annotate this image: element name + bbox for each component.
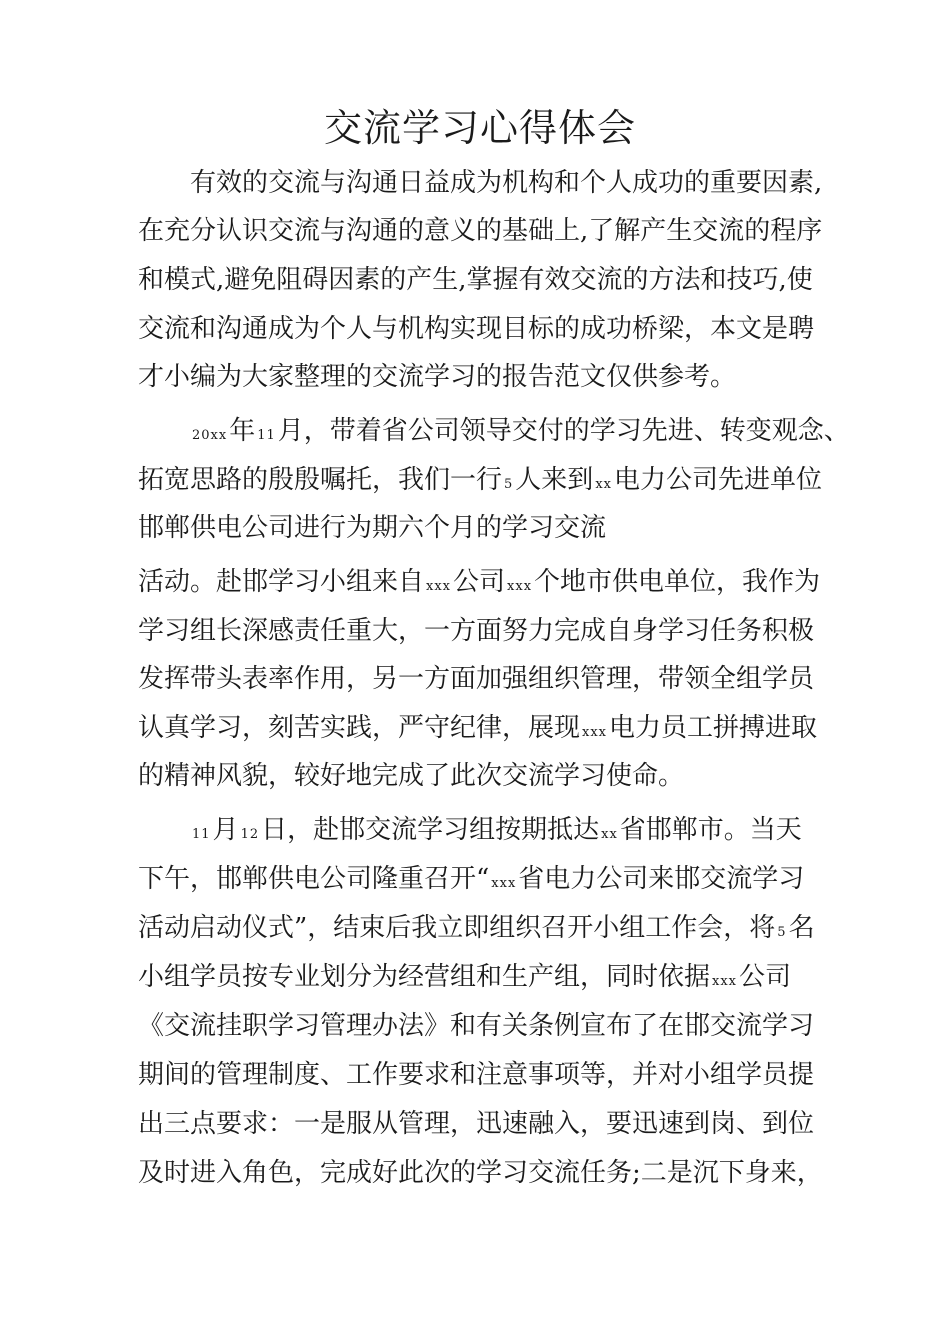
paragraph-1-line-3: 和模式,避免阻碍因素的产生,掌握有效交流的方法和技巧,使	[138, 265, 813, 295]
paragraph-2-line-5: 学习组长深感责任重大，一方面努力完成自身学习任务积极	[138, 616, 815, 646]
paragraph-2-line-2: 拓宽思路的殷殷嘱托，我们一行 5人来到 xx电力公司先进单位	[138, 465, 822, 495]
paragraph-2-line-8: 的精神风貌，较好地完成了此次交流学习使命。	[138, 761, 685, 791]
paragraph-3-line-5: 《交流挂职学习管理办法》和有关条例宣布了在邯交流学习	[138, 1011, 815, 1041]
paragraph-3-line-1: 11月 12日，赴邯交流学习组按期抵达 xx省邯郸市。当天	[192, 815, 802, 845]
paragraph-1-line-4: 交流和沟通成为个人与机构实现目标的成功桥梁，本文是聘	[138, 314, 815, 344]
paragraph-1-line-5: 才小编为大家整理的交流学习的报告范文仅供参考。	[138, 362, 737, 392]
paragraph-3-line-6: 期间的管理制度、工作要求和注意事项等，并对小组学员提	[138, 1060, 815, 1090]
paragraph-3-line-4: 小组学员按专业划分为经营组和生产组，同时依据 xxx公司	[138, 962, 792, 992]
paragraph-1-line-2: 在充分认识交流与沟通的意义的基础上,了解产生交流的程序	[138, 216, 823, 246]
paragraph-1-line-1: 有效的交流与沟通日益成为机构和个人成功的重要因素,	[190, 168, 823, 198]
paragraph-2-line-1: 20xx年 11月，带着省公司领导交付的学习先进、转变观念、	[192, 416, 850, 446]
paragraph-3-line-2: 下午，邯郸供电公司隆重召开“ xxx省电力公司来邯交流学习	[138, 864, 805, 894]
paragraph-2-line-3: 邯郸供电公司进行为期六个月的学习交流	[138, 513, 607, 543]
paragraph-2-line-7: 认真学习，刻苦实践，严守纪律，展现 xxx电力员工拼搏进取	[138, 713, 818, 743]
paragraph-2-line-4: 活动。赴邯学习小组来自 xxx公司 xxx个地市供电单位，我作为	[138, 567, 821, 597]
paragraph-3-line-7: 出三点要求：一是服从管理，迅速融入，要迅速到岗、到位	[138, 1109, 815, 1139]
paragraph-2-line-6: 发挥带头表率作用，另一方面加强组织管理，带领全组学员	[138, 664, 815, 694]
document-title: 交流学习心得体会	[323, 106, 636, 150]
paragraph-3-line-8: 及时进入角色，完成好此次的学习交流任务;二是沉下身来，	[138, 1158, 823, 1188]
paragraph-3-line-3: 活动启动仪式”，结束后我立即组织召开小组工作会，将 5名	[138, 913, 815, 943]
